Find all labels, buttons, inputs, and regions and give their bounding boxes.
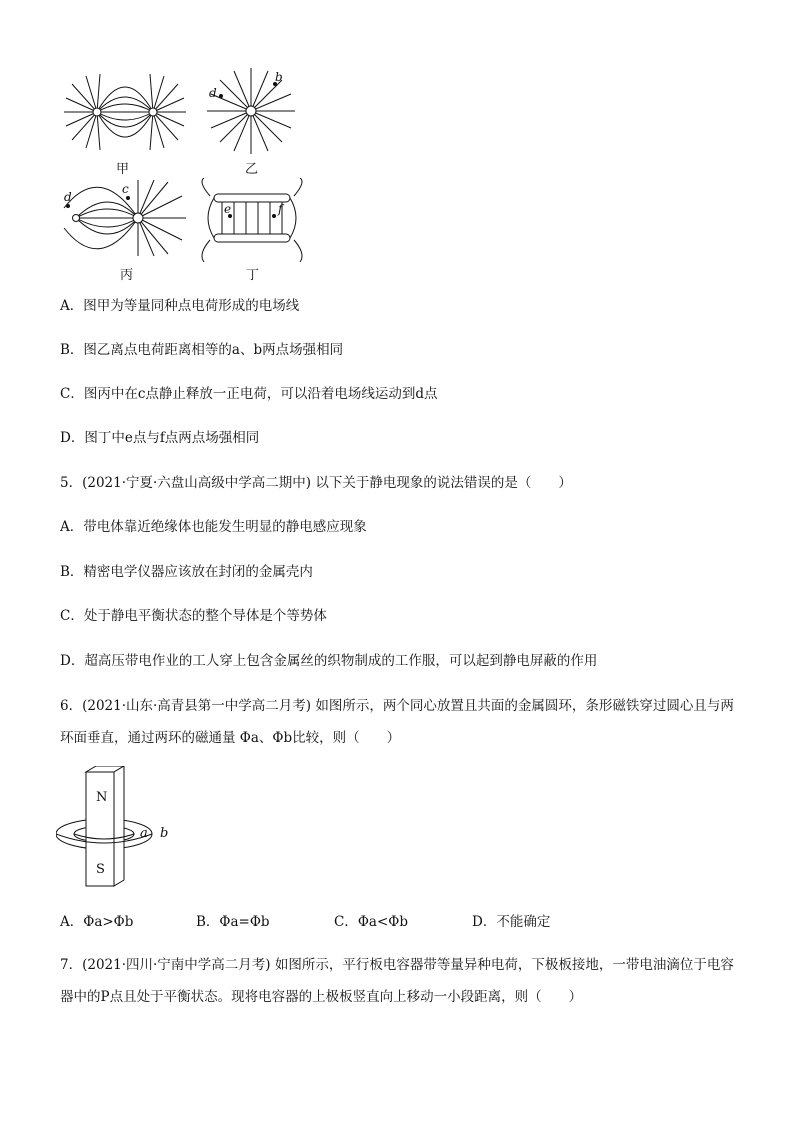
q6-option-a: A．Φa>Φb	[60, 914, 134, 930]
magnet-figure	[56, 766, 186, 890]
figure-label-bing: 丙	[120, 268, 134, 283]
q5-option-d: D．超高压带电作业的工人穿上包含金属丝的织物制成的工作服，可以起到静电屏蔽的作用	[60, 653, 598, 669]
q5-option-c: C．处于静电平衡状态的整个导体是个等势体	[60, 608, 327, 624]
q4-option-c: C．图丙中在c点静止释放一正电荷，可以沿着电场线运动到d点	[60, 386, 438, 402]
q4-option-d: D．图丁中e点与f点两点场强相同	[60, 430, 260, 446]
magnet-south-label: S	[96, 862, 105, 877]
q4-option-a: A．图甲为等量同种点电荷形成的电场线	[60, 298, 300, 314]
field-lines-ding	[200, 178, 304, 262]
ring-b-label: b	[160, 826, 169, 841]
figure-ding	[200, 178, 304, 283]
q6-option-b: B．Φa=Φb	[196, 914, 270, 930]
figure-yi	[205, 66, 297, 177]
q7-stem: 7．(2021·四川·宁南中学高二月考) 如图所示，平行板电容器带等量异种电荷，下极板接地，一带电油滴位于电容器中的P点且处于平衡状态。现将电容器的上极板竖直向上移动一小段距离，则（ ）	[60, 957, 734, 1005]
q5-option-b: B．精密电学仪器应该放在封闭的金属壳内	[60, 564, 313, 580]
figure-bing	[60, 178, 190, 283]
point-label-e-ding: e	[224, 202, 232, 216]
figure-label-yi: 乙	[245, 162, 259, 177]
point-label-c-bing: c	[122, 182, 129, 196]
q5-stem: 5．(2021·宁夏·六盘山高级中学高二期中) 以下关于静电现象的说法错误的是（ ）	[60, 475, 572, 491]
point-label-f-ding: f	[278, 202, 283, 216]
q4-option-b: B．图乙离点电荷距离相等的a、b两点场强相同	[60, 342, 344, 358]
figure-label-jia: 甲	[116, 162, 130, 177]
field-lines-jia	[60, 72, 190, 152]
ring-a-label: a	[140, 826, 148, 841]
q6-option-d: D．不能确定	[472, 914, 551, 930]
q5-option-a: A．带电体靠近绝缘体也能发生明显的静电感应现象	[60, 519, 367, 535]
magnet-north-label: N	[96, 790, 108, 805]
point-label-b-yi: b	[275, 70, 283, 84]
point-label-a-yi: d	[209, 86, 217, 100]
q6-option-c: C．Φa<Φb	[334, 914, 408, 930]
field-lines-yi	[205, 66, 297, 156]
figure-label-ding: 丁	[246, 268, 260, 283]
figure-jia	[60, 72, 190, 177]
point-label-d-bing: d	[64, 190, 72, 204]
q6-stem: 6．(2021·山东·高青县第一中学高二月考) 如图所示，两个同心放置且共面的金属圆环，条形磁铁穿过圆心且与两环面垂直，通过两环的磁通量 Φa、Φb比较，则（ ）	[60, 698, 734, 746]
